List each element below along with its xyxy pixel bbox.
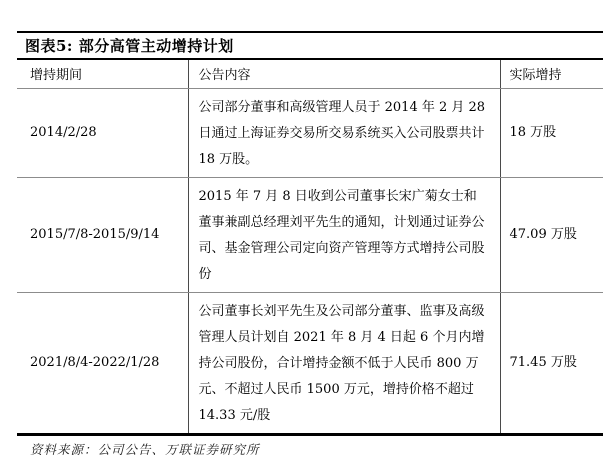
figure-title: 图表5: 部分高管主动增持计划: [25, 37, 234, 55]
table-row: [17, 292, 603, 434]
content-cell: 公司部分董事和高级管理人员于 2014 年 2 月 28 日通过上海证券交易所交易系统买入公司股票共计 18 万股。: [188, 88, 500, 177]
source-note: 资料来源：公司公告、万联证券研究所: [30, 441, 260, 457]
table-row: [17, 177, 603, 292]
period-cell: 2014/2/28: [17, 88, 188, 177]
table-header-row: [17, 60, 603, 88]
figure-block: [17, 31, 603, 458]
holdings-table: [17, 60, 603, 436]
header-period: 增持期间: [17, 60, 188, 88]
table-row: [17, 88, 603, 177]
actual-cell: 71.45 万股: [509, 354, 577, 370]
figure-title-bar: [17, 31, 603, 60]
header-actual: 实际增持: [500, 60, 603, 88]
content-cell: 2015 年 7 月 8 日收到公司董事长宋广菊女士和董事兼副总经理刘平先生的通知，计划通过证券公司、基金管理公司定向资产管理等方式增持公司股份: [188, 177, 500, 292]
period-cell: 2021/8/4-2022/1/28: [30, 354, 160, 370]
period-cell: 2015/7/8-2015/9/14: [17, 177, 188, 292]
header-content: 公告内容: [188, 60, 500, 88]
actual-cell: 18 万股: [500, 88, 603, 177]
actual-cell: 47.09 万股: [500, 177, 603, 292]
content-cell: 公司董事长刘平先生及公司部分董事、监事及高级管理人员计划自 2021 年 8 月 4 日起 6 个月内增持公司股份，合计增持金额不低于人民币 800 万元、不超过人民币 1500 万元，增持价格不超过 14.33 元/股: [188, 292, 500, 434]
